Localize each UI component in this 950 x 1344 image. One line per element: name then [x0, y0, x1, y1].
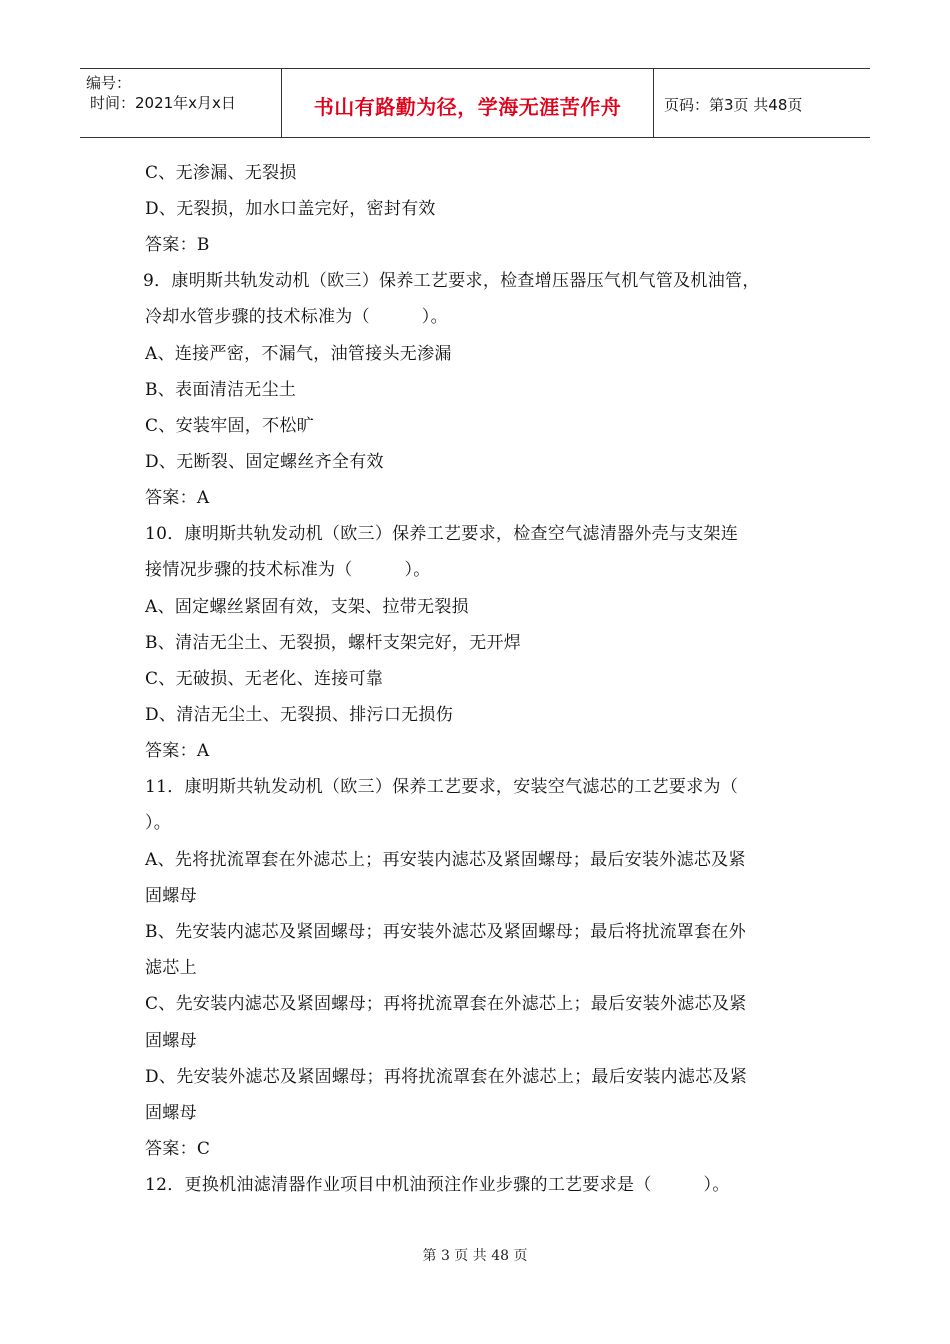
question-line: 冷却水管步骤的技术标准为（ ）。 — [145, 307, 448, 327]
option-line: A、固定螺丝紧固有效，支架、拉带无裂损 — [145, 597, 469, 617]
header-motto: 书山有路勤为径，学海无涯苦作舟 — [313, 95, 622, 119]
question-line: 10．康明斯共轨发动机（欧三）保养工艺要求，检查空气滤清器外壳与支架连 — [145, 524, 739, 544]
option-line: B、表面清洁无尘土 — [145, 380, 297, 400]
answer-line: 答案：A — [145, 488, 210, 508]
question-line: ）。 — [145, 813, 172, 833]
option-line: A、先将扰流罩套在外滤芯上；再安装内滤芯及紧固螺母；最后安装外滤芯及紧 — [145, 850, 746, 870]
document-number-label: 编号： — [86, 74, 132, 92]
answer-line: 答案：B — [145, 235, 210, 255]
option-line: D、先安装外滤芯及紧固螺母；再将扰流罩套在外滤芯上；最后安装内滤芯及紧 — [145, 1067, 748, 1087]
option-line: 固螺母 — [145, 1103, 197, 1123]
header-motto-cell — [282, 69, 654, 137]
body-line: C、无渗漏、无裂损 — [145, 163, 297, 183]
page-footer: 第 3 页 共 48 页 — [422, 1248, 528, 1264]
option-line: C、先安装内滤芯及紧固螺母；再将扰流罩套在外滤芯上；最后安装外滤芯及紧 — [145, 994, 747, 1014]
question-line: 11．康明斯共轨发动机（欧三）保养工艺要求，安装空气滤芯的工艺要求为（ — [145, 777, 739, 797]
option-line: D、清洁无尘土、无裂损、排污口无损伤 — [145, 705, 454, 725]
option-line: D、无断裂、固定螺丝齐全有效 — [145, 452, 384, 472]
body-line: D、无裂损，加水口盖完好，密封有效 — [145, 199, 436, 219]
header-info-cell — [80, 69, 282, 137]
header-page-info: 页码：第3页 共48页 — [664, 96, 803, 114]
option-line: 固螺母 — [145, 1031, 197, 1051]
question-line: 12．更换机油滤清器作业项目中机油预注作业步骤的工艺要求是（ ）。 — [145, 1175, 730, 1195]
answer-line: 答案：A — [145, 741, 210, 761]
option-line: C、安装牢固，不松旷 — [145, 416, 315, 436]
option-line: 滤芯上 — [145, 958, 197, 978]
option-line: B、先安装内滤芯及紧固螺母；再安装外滤芯及紧固螺母；最后将扰流罩套在外 — [145, 922, 746, 942]
document-time-label: 时间：2021年x月x日 — [90, 94, 236, 112]
question-line: 9．康明斯共轨发动机（欧三）保养工艺要求，检查增压器压气机气管及机油管， — [143, 271, 760, 291]
answer-line: 答案：C — [145, 1139, 211, 1159]
page-header — [80, 68, 870, 138]
header-page-cell — [654, 69, 870, 137]
question-line: 接情况步骤的技术标准为（ ）。 — [145, 560, 431, 580]
option-line: A、连接严密，不漏气，油管接头无渗漏 — [145, 344, 452, 364]
option-line: C、无破损、无老化、连接可靠 — [145, 669, 384, 689]
option-line: B、清洁无尘土、无裂损，螺杆支架完好，无开焊 — [145, 633, 522, 653]
option-line: 固螺母 — [145, 886, 197, 906]
